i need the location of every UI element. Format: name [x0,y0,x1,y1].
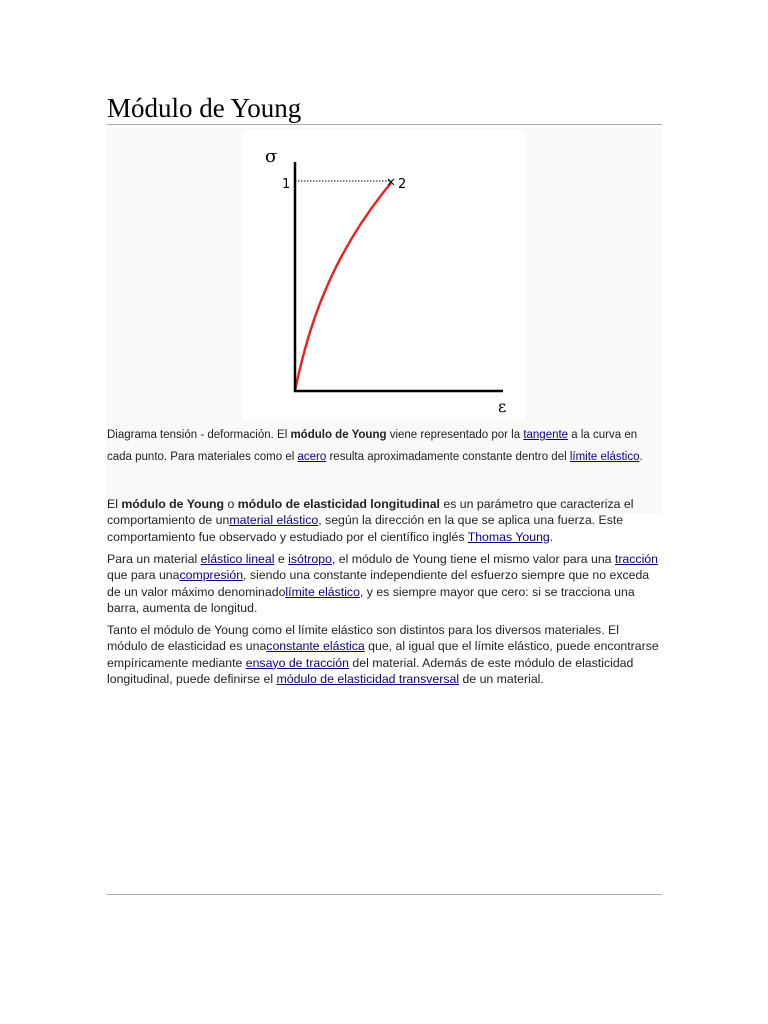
text-run: o [224,497,238,511]
inline-link[interactable]: compresión [179,568,244,583]
text-run: es un parámetro que caracteriza el comportamiento de un [107,497,634,528]
text-run: , según la dirección en la que se aplica una fuerza. Este comportamiento fue observado y estudiado por el científico inglés [107,513,624,544]
inline-link[interactable]: Thomas Young [467,529,550,544]
text-run: de un material. [459,671,544,686]
text-run: que para una [107,568,180,583]
inline-link[interactable]: tracción [614,552,658,566]
text-run: . [639,451,643,463]
figure [107,128,662,514]
inline-link[interactable]: constante elástica [266,639,365,654]
inline-link[interactable]: ensayo de tracción [245,655,349,670]
text-run: , siendo una constante independiente del esfuerzo siempre que no exceda de un valor máximo denominado [107,568,650,599]
paragraph-1 [107,496,662,545]
text-run: e [274,552,289,566]
text-run: Tanto el módulo de Young como el límite elástico son distintos para los diversos materiales. El módulo de elasticidad es una [107,623,619,654]
text-run: El [107,497,122,511]
inline-link[interactable]: elástico lineal [200,552,275,566]
stress-strain-diagram [243,130,525,420]
text-run: que, al igual que el límite elástico, puede encontrarse empíricamente mediante [107,639,659,670]
text-run: a la curva en cada punto. Para materiales como el [107,429,638,463]
stress-strain-svg [243,130,525,420]
inline-link[interactable]: tangente [523,429,569,441]
title-divider [107,124,662,125]
bold-term: módulo de elasticidad longitudinal [237,497,440,511]
bottom-divider [107,894,662,895]
inline-link[interactable]: acero [297,451,327,463]
inline-link[interactable]: límite elástico [285,584,360,599]
text-run: , y es siempre mayor que cero: si se tracciona una barra, aumenta de longitud. [107,584,635,615]
text-run: , el módulo de Young tiene el mismo valor para una [331,552,615,566]
bold-term: módulo de Young [121,497,225,511]
sigma-label: σ [265,146,278,167]
epsilon-label: ε [498,397,507,416]
inline-link[interactable]: límite elástico [569,451,640,463]
stress-strain-curve [295,183,391,391]
text-run: viene representado por la [386,429,524,441]
text-run: Para un material [107,552,201,566]
text-run: . [549,529,554,544]
text-run: del material. Además de este módulo de elasticidad longitudinal, puede definirse el [107,655,634,686]
inline-link[interactable]: isótropo [288,552,332,566]
page-title: Módulo de Young [107,93,302,123]
inline-link[interactable]: material elástico [229,513,319,528]
text-run: Diagrama tensión - deformación. El [107,429,291,441]
point-2-label: 2 [398,177,407,192]
paragraph-3 [107,622,662,687]
paragraph-2 [107,551,662,616]
inline-link[interactable]: módulo de elasticidad transversal [276,671,460,686]
bold-term: módulo de Young [290,429,387,441]
text-run: resulta aproximadamente constante dentro del [326,451,570,463]
figure-caption [107,424,662,468]
point-1-label: 1 [282,177,291,192]
